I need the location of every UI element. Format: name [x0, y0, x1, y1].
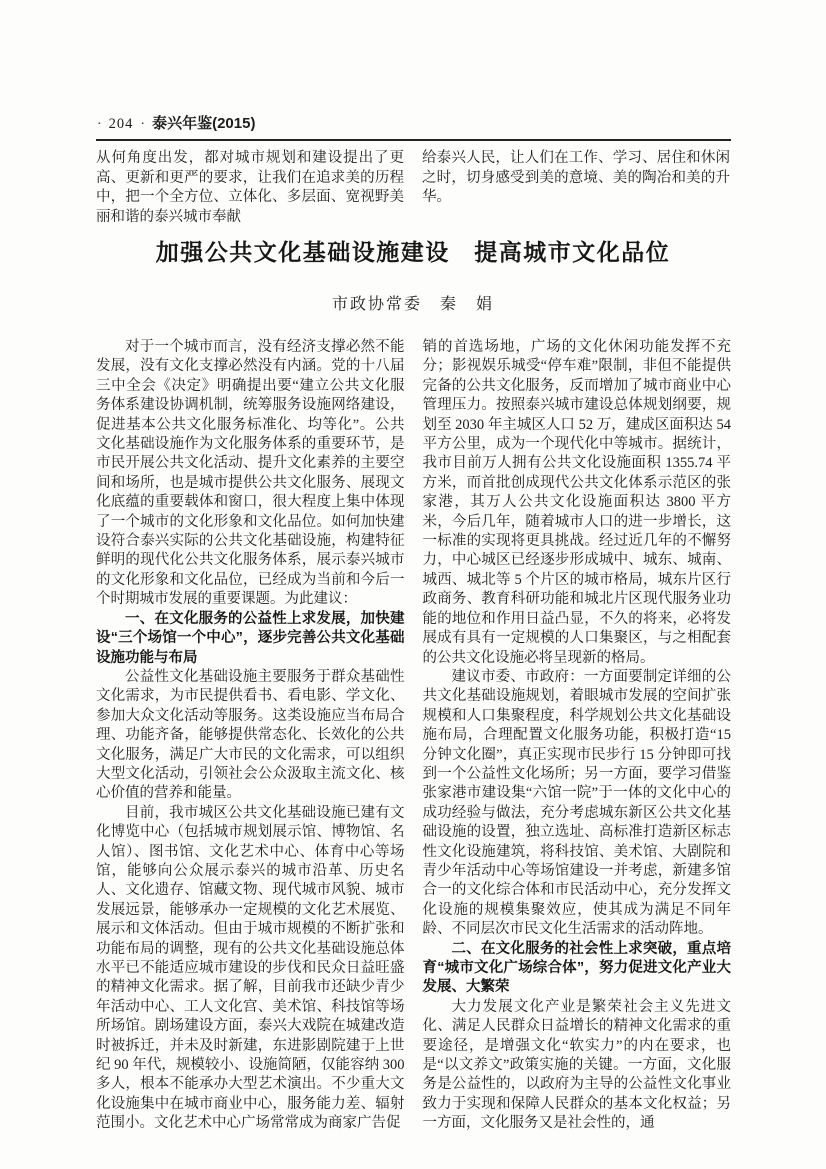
page-header — [97, 112, 255, 133]
intro-left-column-text: 从何角度出发，都对城市规划和建设提出了更高、更新和更严的要求，让我们在追求美的历程中，把一个全方位、立体化、多层面、宽视野美丽和谐的泰兴城市奉献 — [96, 150, 404, 225]
body-left-column — [96, 338, 405, 1134]
article-author: 市政协常委 秦 娟 — [331, 296, 494, 313]
article-body — [96, 338, 731, 1134]
paragraph-intro-proposal: 对于一个城市而言，没有经济支撑必然不能发展，没有文化支撑必然没有内涵。党的十八届三中全会《决定》明确提出要“建立公共文化服务体系建设协调机制，统筹服务设施网络建设，促进基本公共文化服务标准化、均等化”。公共文化基础设施作为文化服务体系的重要环节，是市民开展公共文化活动、提升文化素养的主要空间和场所，也是城市提供公共文化服务、展现文化底蕴的重要载体和窗口，很大程度上集中体现了一个城市的文化形象和文化品位。如何加快建设符合泰兴实际的公共文化基础设施，构建特征鲜明的现代化公共文化服务体系，展示泰兴城市的文化形象和文化品位，已经成为当前和今后一个时期城市发展的重要课题。为此建议： — [96, 339, 405, 608]
header-dot-left: · — [97, 117, 102, 132]
header-rule — [96, 139, 731, 141]
section-heading-1: 一、在文化服务的公益性上求发展，加快建设“三个场馆一个中心”，逐步完善公共文化基础设施功能与布局 — [96, 610, 405, 666]
intro-right-column-text: 给泰兴人民，让人们在工作、学习、居住和休闲之时，切身感受到美的意境、美的陶冶和美的升华。 — [422, 150, 730, 206]
body-right-column — [423, 338, 732, 1134]
paragraph-current-facilities-continuation: 销的首选场地，广场的文化休闲功能发挥不充分；影视娱乐城受“停车难”限制，非但不能提供完备的公共文化服务，反而增加了城市商业中心管理压力。按照泰兴城市建设总体规划纲要，规划至 2030 年主城区人口 52 万，建成区面积达 54 平方公里，成为一个现代化中等城市。据统计，我市目前万人拥有公共文化设施面积 1355.74 平方米，而首批创成现代公共文化体系示范区的张家港，其万人公共文化设施面积达 3800 平方米，今后几年，随着城市人口的进一步增长，这一标准的实现将更具挑战。经过近几年的不懈努力，中心城区已经逐步形成城中、城东、城南、城西、城北等 5 个片区的城市格局，城东片区行政商务、教育科研功能和城北片区现代服务业功能的地位和作用日益凸显，不久的将来，必将发展成有具有一定规模的人口集聚区，与之相配套的公共文化设施必将呈现新的格局。 — [422, 339, 731, 666]
page-number: 204 — [108, 116, 134, 132]
paragraph-culture-industry: 大力发展文化产业是繁荣社会主义先进文化、满足人民群众日益增长的精神文化需求的重要途径，是增强文化“软实力”的内在要求，也是“以文养文”政策实施的关键。一方面，文化服务是公益性的，以政府为主导的公益性文化事业致力于实现和保障人民群众的基本文化权益；另一方面，文化服务又是社会性的，通 — [422, 998, 731, 1132]
section-heading-2: 二、在文化服务的社会性上求突破，重点培育“城市文化广场综合体”，努力促进文化产业大发展、大繁荣 — [422, 940, 731, 996]
intro-section — [96, 149, 731, 227]
article-title: 加强公共文化基础设施建设 提高城市文化品位 — [155, 239, 671, 265]
book-title: 泰兴年鉴(2015) — [152, 115, 256, 132]
paragraph-current-facilities: 目前，我市城区公共文化基础设施已建有文化博览中心（包括城市规划展示馆、博物馆、名人馆）、图书馆、文化艺术中心、体育中心等场馆，能够向公众展示泰兴的城市沿革、历史名人、文化遗存、馆藏文物、现代城市风貌、城市发展远景，能够承办一定规模的文化艺术展览、展示和文体活动。但由于城市规模的不断扩张和功能布局的调整，现有的公共文化基础设施总体水平已不能适应城市建设的步伐和民众日益旺盛的精神文化需求。据了解，目前我市还缺少青少年活动中心、工人文化宫、美术馆、科技馆等场所场馆。剧场建设方面，泰兴大戏院在城建改造时被拆迁，并未及时新建，东进影剧院建于上世纪 90 年代，规模较小、设施简陋，仅能容纳 300 多人，根本不能承办大型艺术演出。不少重大文化设施集中在城市商业中心，服务能力差、辐射范围小。文化艺术中心广场常常成为商家广告促 — [96, 804, 405, 1132]
paragraph-public-welfare: 公益性文化基础设施主要服务于群众基础性文化需求，为市民提供看书、看电影、学文化、参加大众文化活动等服务。这类设施应当布局合理、功能齐备，能够提供常态化、长效化的公共文化服务，满足广大市民的文化需求，可以组织大型文化活动，引领社会公众汲取主流文化、核心价值的营养和能量。 — [96, 668, 405, 802]
header-dot-right: · — [140, 117, 146, 132]
paragraph-recommendations: 建议市委、市政府：一方面要制定详细的公共文化基础设施规划，着眼城市发展的空间扩张规模和人口集聚程度，科学规划公共文化基础设施布局，合理配置文化服务功能，积极打造“15 分钟文化圈”，真正实现市民步行 15 分钟即可找到一个公益性文化场所；另一方面，要学习借鉴张家港市建设集“六馆一院”于一体的文化中心的成功经验与做法，充分考虑城东新区公共文化基础设施的设置，独立选址、高标准打造新区标志性文化设施建筑，将科技馆、美术馆、大剧院和青少年活动中心等场馆建设一并考虑，新建多馆合一的文化综合体和市民活动中心，充分发挥文化设施的规模集聚效应，使其成为满足不同年龄、不同层次市民文化生活需求的活动阵地。 — [422, 668, 731, 938]
